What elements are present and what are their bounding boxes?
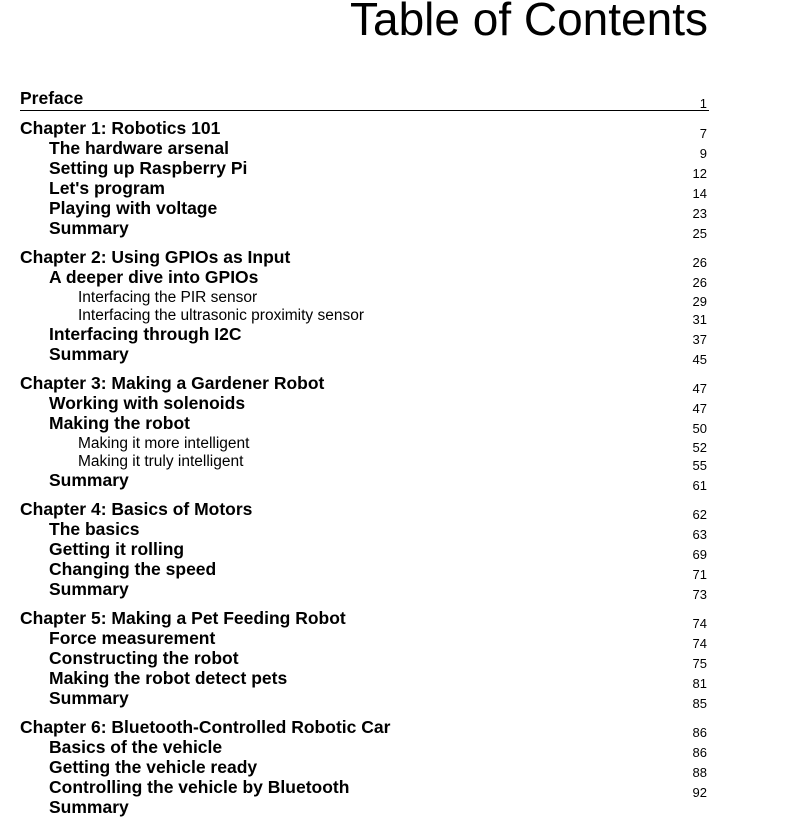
- section-label: Making it more intelligent: [78, 434, 250, 452]
- toc-subsection-entry[interactable]: [20, 435, 709, 454]
- toc-section-entry[interactable]: [20, 670, 709, 690]
- toc-section-entry[interactable]: [20, 799, 709, 819]
- section-label: Getting it rolling: [49, 539, 185, 559]
- section-label: The basics: [49, 519, 140, 539]
- chapter-title: Chapter 6: Bluetooth-Controlled Robotic Car: [20, 717, 391, 737]
- toc-page-number: 37: [692, 332, 707, 347]
- toc-page-number: 47: [692, 401, 707, 416]
- toc-page-number: 9: [699, 146, 707, 161]
- section-label: Interfacing through I2C: [49, 324, 242, 344]
- section-label: Getting the vehicle ready: [49, 757, 258, 777]
- chapter-block: [20, 120, 709, 240]
- toc-page-number: 86: [692, 745, 707, 760]
- section-label: Setting up Raspberry Pi: [49, 158, 248, 178]
- toc-page-number: 69: [692, 547, 707, 562]
- section-label: Summary: [49, 218, 129, 238]
- section-label: Let's program: [49, 178, 165, 198]
- chapter-list: [20, 120, 709, 819]
- toc-section-entry[interactable]: [20, 759, 709, 779]
- toc-page-number: 74: [692, 616, 707, 631]
- toc-chapter-entry[interactable]: [20, 120, 709, 140]
- toc-page-number: 55: [692, 458, 707, 473]
- chapter-title: Chapter 5: Making a Pet Feeding Robot: [20, 608, 346, 628]
- toc-page-number: 26: [692, 275, 707, 290]
- toc-section-entry[interactable]: [20, 472, 709, 492]
- section-label: Working with solenoids: [49, 393, 246, 413]
- section-label: Constructing the robot: [49, 648, 239, 668]
- toc-section-entry[interactable]: [20, 269, 709, 289]
- toc-section-entry[interactable]: [20, 346, 709, 366]
- toc-section-entry[interactable]: [20, 140, 709, 160]
- toc-page-number: 50: [692, 421, 707, 436]
- toc-page-number: 81: [692, 676, 707, 691]
- section-label: A deeper dive into GPIOs: [49, 267, 259, 287]
- chapter-title: Chapter 4: Basics of Motors: [20, 499, 253, 519]
- toc-page-number: 12: [692, 166, 707, 181]
- chapter-title: Chapter 3: Making a Gardener Robot: [20, 373, 325, 393]
- section-label: Summary: [49, 797, 129, 817]
- toc-page-number: 85: [692, 696, 707, 711]
- toc-section-entry[interactable]: [20, 395, 709, 415]
- toc-section-entry[interactable]: [20, 415, 709, 435]
- toc-list: [20, 89, 709, 819]
- toc-page-number: 7: [699, 126, 707, 141]
- section-label: Summary: [49, 344, 129, 364]
- toc-section-entry[interactable]: [20, 180, 709, 200]
- chapter-block: [20, 501, 709, 601]
- toc-page-number: 47: [692, 381, 707, 396]
- toc-chapter-entry[interactable]: [20, 610, 709, 630]
- toc-page-number: 92: [692, 785, 707, 800]
- section-label: Summary: [49, 688, 129, 708]
- toc-page-number: 29: [692, 293, 707, 309]
- section-label: Interfacing the ultrasonic proximity sensor: [78, 307, 365, 324]
- toc-section-entry[interactable]: [20, 541, 709, 561]
- section-label: Controlling the vehicle by Bluetooth: [49, 777, 350, 797]
- section-label: Summary: [49, 470, 129, 490]
- toc-page-number: 75: [692, 656, 707, 671]
- toc-page-number: 86: [692, 725, 707, 740]
- section-label: Basics of the vehicle: [49, 737, 223, 757]
- toc-entry-label: Preface: [20, 88, 84, 108]
- section-label: Making the robot detect pets: [49, 668, 288, 688]
- toc-chapter-entry[interactable]: [20, 249, 709, 269]
- section-label: The hardware arsenal: [49, 138, 229, 158]
- toc-chapter-entry[interactable]: [20, 719, 709, 739]
- toc-page-number: 61: [692, 478, 707, 493]
- toc-section-entry[interactable]: [20, 200, 709, 220]
- toc-page-number: 45: [692, 352, 707, 367]
- toc-page-number: 31: [692, 312, 707, 327]
- section-label: Interfacing the PIR sensor: [78, 288, 258, 306]
- toc-section-entry[interactable]: [20, 561, 709, 581]
- chapter-title: Chapter 1: Robotics 101: [20, 118, 221, 138]
- toc-section-entry[interactable]: [20, 521, 709, 541]
- toc-section-entry[interactable]: [20, 650, 709, 670]
- toc-page-number: 52: [692, 439, 707, 455]
- section-label: Changing the speed: [49, 559, 217, 579]
- toc-entry-preface[interactable]: [20, 89, 709, 111]
- toc-page-number: 25: [692, 226, 707, 241]
- section-label: Force measurement: [49, 628, 216, 648]
- toc-page-number: 62: [692, 507, 707, 522]
- chapter-block: [20, 719, 709, 819]
- toc-section-entry[interactable]: [20, 160, 709, 180]
- toc-section-entry[interactable]: [20, 326, 709, 346]
- toc-page-number: 74: [692, 636, 707, 651]
- toc-page-number: 71: [692, 567, 707, 582]
- toc-page-number: 63: [692, 527, 707, 542]
- section-label: Making it truly intelligent: [78, 453, 244, 470]
- toc-page-number: 14: [692, 186, 707, 201]
- toc-section-entry[interactable]: [20, 690, 709, 710]
- toc-section-entry[interactable]: [20, 220, 709, 240]
- toc-subsection-entry[interactable]: [20, 289, 709, 308]
- chapter-block: [20, 610, 709, 710]
- toc-page-number: 23: [692, 206, 707, 221]
- toc-section-entry[interactable]: [20, 739, 709, 759]
- toc-chapter-entry[interactable]: [20, 375, 709, 395]
- toc-chapter-entry[interactable]: [20, 501, 709, 521]
- toc-page-number: 88: [692, 765, 707, 780]
- toc-page-number: 1: [699, 96, 707, 111]
- chapter-block: [20, 249, 709, 366]
- toc-page-number: 73: [692, 587, 707, 602]
- toc-section-entry[interactable]: [20, 630, 709, 650]
- toc-section-entry[interactable]: [20, 581, 709, 601]
- toc-section-entry[interactable]: [20, 779, 709, 799]
- chapter-title: Chapter 2: Using GPIOs as Input: [20, 247, 291, 267]
- section-label: Summary: [49, 579, 129, 599]
- toc-page-number: 26: [692, 255, 707, 270]
- page-title: Table of Contents: [349, 0, 708, 45]
- chapter-block: [20, 375, 709, 492]
- section-label: Making the robot: [49, 413, 190, 433]
- section-label: Playing with voltage: [49, 198, 218, 218]
